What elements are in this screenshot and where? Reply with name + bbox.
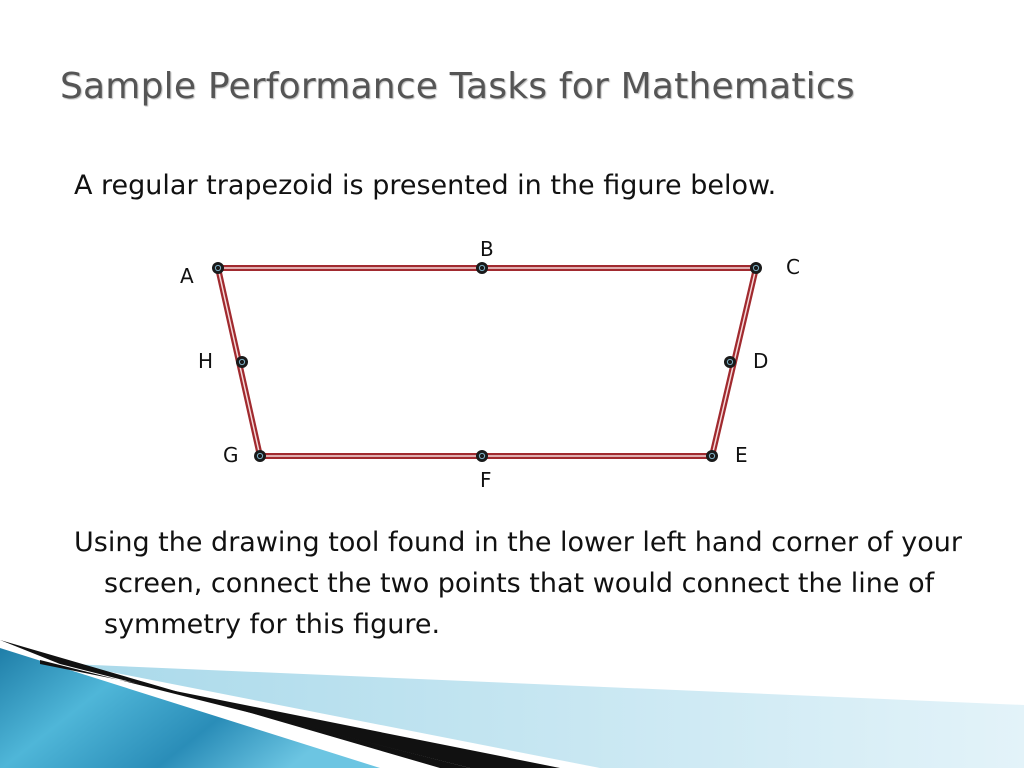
label-e: E (735, 443, 748, 467)
label-f: F (480, 468, 492, 492)
label-b: B (480, 237, 494, 261)
label-h: H (198, 349, 214, 373)
label-a: A (180, 264, 194, 288)
label-g: G (223, 443, 239, 467)
intro-text: A regular trapezoid is presented in the figure below. (74, 170, 777, 201)
instructions-text: Using the drawing tool found in the lower left hand corner of your screen, connect the two points that would connect the line of symmetry for this figure. (74, 527, 962, 640)
label-d: D (753, 349, 769, 373)
label-c: C (786, 255, 800, 279)
slide-title: Sample Performance Tasks for Mathematics (60, 66, 855, 107)
